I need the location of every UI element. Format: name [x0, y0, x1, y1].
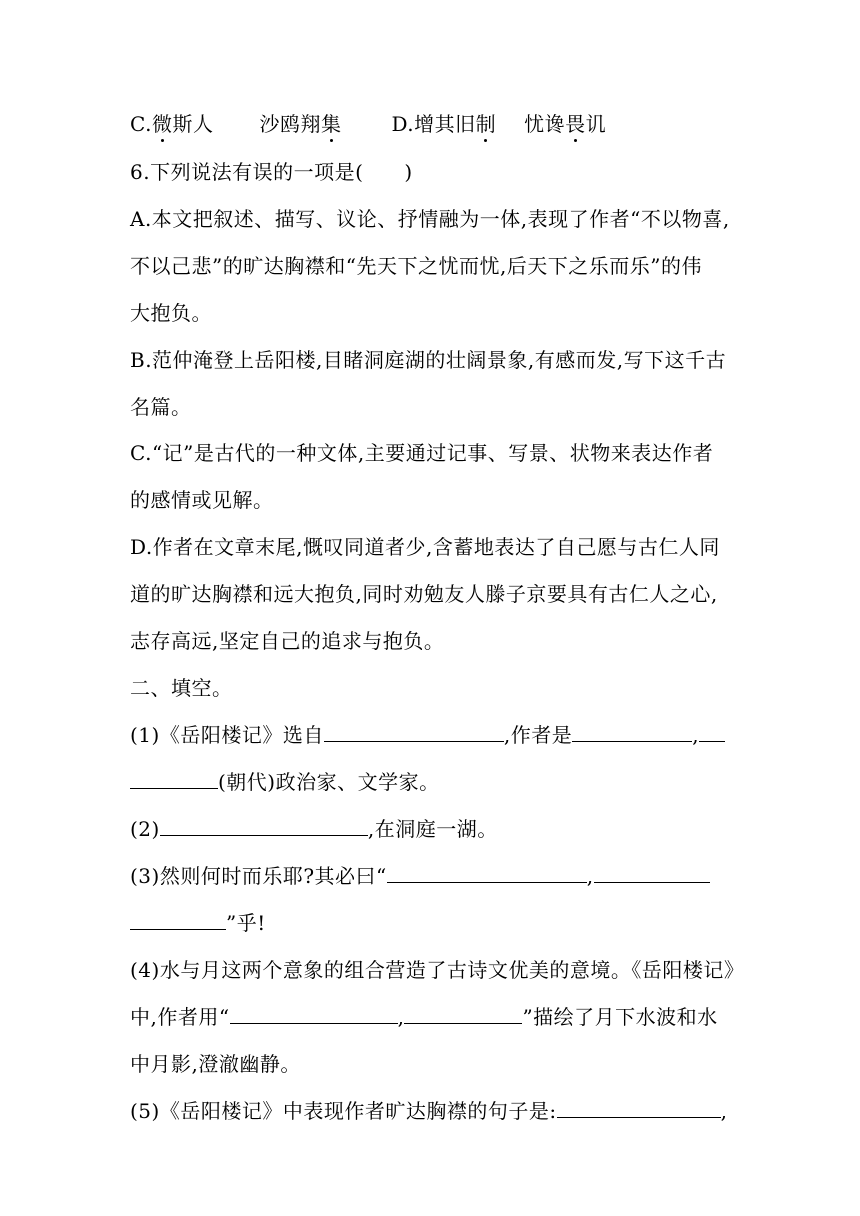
option-c-label: C. [130, 112, 152, 136]
fill-q4-text-c: ”描绘了月下水波和水 [522, 1005, 718, 1029]
dotted-char: 微 [151, 112, 173, 136]
q5-options-cd [130, 112, 606, 136]
q6-option-a-line3: 大抱负。 [130, 301, 212, 325]
dotted-char: 畏 [565, 112, 586, 136]
fill-q4-text-a: 中,作者用“ [130, 1005, 230, 1029]
option-d-label: D. [391, 112, 415, 136]
option-d-word2-rest: 讥 [585, 112, 607, 136]
fill-q1-text-b: ,作者是 [503, 723, 573, 747]
answer-blank[interactable] [230, 1005, 398, 1024]
answer-blank[interactable] [387, 864, 587, 883]
section-heading: 二、填空。 [130, 676, 233, 700]
option-c-word2: 沙鸥翔 [259, 112, 321, 136]
fill-q1-text-c: , [692, 723, 700, 747]
fill-q2-text-b: ,在洞庭一湖。 [367, 817, 498, 841]
answer-blank[interactable] [324, 723, 504, 742]
q6-option-b-line1: B.范仲淹登上岳阳楼,目睹洞庭湖的壮阔景象,有感而发,写下这千古 [130, 348, 727, 372]
option-c-word1: 斯人 [172, 112, 214, 136]
answer-blank[interactable] [572, 723, 692, 742]
dotted-char: 集 [320, 112, 342, 136]
q6-option-a-line2: 不以己悲”的旷达胸襟和“先天下之忧而忧,后天下之乐而乐”的伟 [130, 254, 703, 278]
q6-option-a-line1: A.本文把叙述、描写、议论、抒情融为一体,表现了作者“不以物喜, [130, 207, 730, 231]
fill-q4-line2 [130, 1005, 718, 1029]
fill-q3-text-c: ”乎! [226, 911, 266, 935]
q6-option-d-line1: D.作者在文章末尾,慨叹同道者少,含蓄地表达了自己愿与古仁人同 [130, 535, 720, 559]
answer-blank[interactable] [160, 817, 368, 836]
option-d-word1: 增其旧 [414, 112, 476, 136]
option-d-word2: 忧谗 [524, 112, 566, 136]
fill-q1-text-d: (朝代)政治家、文学家。 [218, 770, 440, 794]
dotted-char: 制 [475, 112, 497, 136]
fill-q4-text-b: , [397, 1005, 405, 1029]
fill-q3-text-b: , [586, 864, 594, 888]
answer-blank[interactable] [594, 864, 710, 883]
fill-q3-line1 [130, 864, 710, 888]
q6-option-c-line1: C.“记”是古代的一种文体,主要通过记事、写景、状物来表达作者 [130, 441, 714, 465]
fill-q4-line3: 中月影,澄澈幽静。 [130, 1052, 301, 1076]
fill-q3-text-a: (3)然则何时而乐耶?其必曰“ [130, 864, 387, 888]
fill-q3-line2 [130, 911, 266, 935]
fill-q4-line1: (4)水与月这两个意象的组合营造了古诗文优美的意境。《岳阳楼记》 [130, 958, 745, 982]
q6-stem: 6.下列说法有误的一项是( ) [130, 160, 413, 184]
fill-q2-text-a: (2) [130, 817, 160, 841]
fill-q5-line1 [130, 1099, 727, 1123]
fill-q2 [130, 817, 498, 841]
answer-blank[interactable] [130, 911, 226, 930]
fill-q1-text-a: (1)《岳阳楼记》选自 [130, 723, 324, 747]
fill-q5-text-b: , [720, 1099, 728, 1123]
q6-option-c-line2: 的感情或见解。 [130, 488, 274, 512]
answer-blank[interactable] [699, 723, 725, 742]
q6-option-d-line3: 志存高远,坚定自己的追求与抱负。 [130, 629, 445, 653]
answer-blank[interactable] [404, 1005, 522, 1024]
fill-q5-text-a: (5)《岳阳楼记》中表现作者旷达胸襟的句子是: [130, 1099, 557, 1123]
answer-blank[interactable] [557, 1099, 721, 1118]
answer-blank[interactable] [130, 770, 218, 789]
fill-q1-line1 [130, 723, 725, 747]
q6-option-d-line2: 道的旷达胸襟和远大抱负,同时劝勉友人滕子京要具有古仁人之心, [130, 582, 718, 606]
q6-option-b-line2: 名篇。 [130, 395, 192, 419]
fill-q1-line2 [130, 770, 440, 794]
